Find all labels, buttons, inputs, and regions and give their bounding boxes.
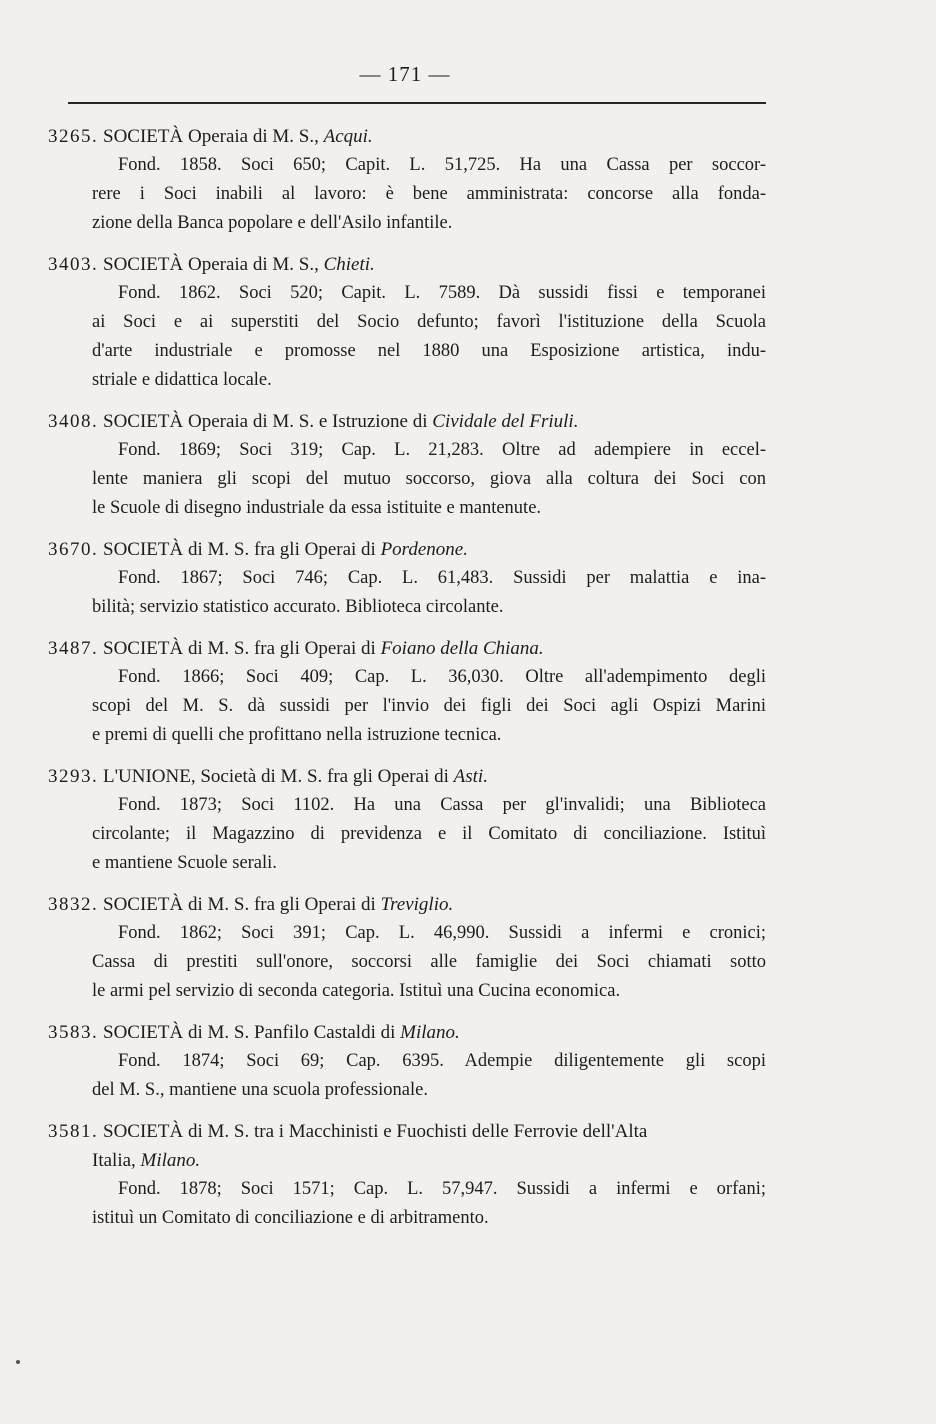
entry — [48, 1018, 766, 1105]
entry-number: 3487. — [48, 638, 99, 659]
page-number: — 171 — — [359, 62, 451, 86]
entry-heading — [48, 762, 766, 791]
entry-line: striale e didattica locale. — [92, 370, 272, 390]
entry-place: Asti. — [453, 766, 488, 787]
entry-line: circolante; il Magazzino di previdenza e il Comitato di conciliazione. Istituì — [92, 824, 766, 844]
entry-line: Fond. 1874; Soci 69; Cap. 6395. Adempie diligentemente gli scopi — [118, 1051, 766, 1071]
entry-line: Fond. 1867; Soci 746; Cap. L. 61,483. Sussidi per malattia e ina- — [118, 568, 766, 588]
entry-organization-cont: Italia, — [92, 1150, 136, 1171]
entry-number: 3832. — [48, 894, 99, 915]
entry-line: bilità; servizio statistico accurato. Biblioteca circolante. — [92, 597, 504, 617]
entry-heading — [48, 1117, 766, 1146]
entry-line: scopi del M. S. dà sussidi per l'invio dei figli dei Soci agli Ospizi Marini — [92, 696, 766, 716]
entry-line: Fond. 1878; Soci 1571; Cap. L. 57,947. Sussidi a infermi e orfani; — [118, 1179, 766, 1199]
entry-line: lente maniera gli scopi del mutuo soccorso, giova alla coltura dei Soci con — [92, 469, 766, 489]
entry-number: 3670. — [48, 539, 99, 560]
entry — [48, 1117, 766, 1233]
entry-number: 3265. — [48, 126, 99, 147]
entry-place: Cividale del Friuli. — [432, 411, 579, 432]
entry-line: del M. S., mantiene una scuola professionale. — [92, 1080, 428, 1100]
entry-line: istituì un Comitato di conciliazione e di arbitramento. — [92, 1208, 489, 1228]
entry-line: Fond. 1866; Soci 409; Cap. L. 36,030. Oltre all'adempimento degli — [118, 667, 766, 687]
entry-heading — [48, 250, 766, 279]
entry-line: le armi pel servizio di seconda categoria. Istituì una Cucina economica. — [92, 981, 621, 1001]
entry-place: Chieti. — [323, 254, 375, 275]
entry-heading — [48, 634, 766, 663]
entry-place: Treviglio. — [380, 894, 454, 915]
entry-heading — [48, 535, 766, 564]
entry-place: Foiano della Chiana. — [380, 638, 544, 659]
entry-body — [92, 919, 766, 1006]
entry-line: e mantiene Scuole serali. — [92, 853, 277, 873]
entry-body — [92, 279, 766, 395]
entry-organization: SOCIETÀ di M. S. Panfilo Castaldi di — [103, 1022, 396, 1043]
entry-organization: SOCIETÀ Operaia di M. S., — [103, 254, 319, 275]
entry-line: Fond. 1869; Soci 319; Cap. L. 21,283. Oltre ad adempiere in eccel- — [118, 440, 766, 460]
entry-organization: SOCIETÀ di M. S. fra gli Operai di — [103, 539, 376, 560]
entry-place: Milano. — [400, 1022, 460, 1043]
entry-number: 3583. — [48, 1022, 99, 1043]
entry-organization: SOCIETÀ di M. S. tra i Macchinisti e Fuochisti delle Ferrovie dell'Alta — [103, 1121, 648, 1142]
entry-body — [92, 791, 766, 878]
entry-line: le Scuole di disegno industriale da essa istituite e mantenute. — [92, 498, 542, 518]
entry-heading-continuation — [48, 1146, 766, 1175]
entry-line: rere i Soci inabili al lavoro: è bene amministrata: concorse alla fonda- — [92, 184, 766, 204]
entry-heading-cont-wrap — [92, 1146, 766, 1175]
entry-heading — [48, 1018, 766, 1047]
entry — [48, 407, 766, 523]
entry-body — [92, 564, 766, 622]
entry-body — [92, 663, 766, 750]
entry-heading — [48, 122, 766, 151]
entry-organization: SOCIETÀ di M. S. fra gli Operai di — [103, 894, 376, 915]
ink-speck — [16, 1360, 20, 1364]
entry-line: Fond. 1862. Soci 520; Capit. L. 7589. Dà sussidi fissi e temporanei — [118, 283, 766, 303]
entry-place: Acqui. — [323, 126, 373, 147]
entry-organization: L'UNIONE, Società di M. S. fra gli Operai di — [103, 766, 449, 787]
entry-line: e premi di quelli che profittano nella istruzione tecnica. — [92, 725, 502, 745]
entry-place: Pordenone. — [380, 539, 468, 560]
entry — [48, 535, 766, 622]
entry-number: 3293. — [48, 766, 99, 787]
header-rule — [68, 102, 766, 104]
entry-number: 3408. — [48, 411, 99, 432]
entry-line: Cassa di prestiti sull'onore, soccorsi alle famiglie dei Soci chiamati sotto — [92, 952, 766, 972]
entry — [48, 122, 766, 238]
entries-list — [48, 122, 766, 1245]
entry-number: 3403. — [48, 254, 99, 275]
entry-line: Fond. 1862; Soci 391; Cap. L. 46,990. Sussidi a infermi e cronici; — [118, 923, 766, 943]
entry-organization: SOCIETÀ Operaia di M. S., — [103, 126, 319, 147]
entry-body — [92, 436, 766, 523]
entry-heading — [48, 407, 766, 436]
entry-organization: SOCIETÀ Operaia di M. S. e Istruzione di — [103, 411, 428, 432]
entry-line: zione della Banca popolare e dell'Asilo infantile. — [92, 213, 453, 233]
entry-line: ai Soci e ai superstiti del Socio defunto; favorì l'istituzione della Scuola — [92, 312, 766, 332]
entry — [48, 890, 766, 1006]
entry-body — [92, 151, 766, 238]
entry-number: 3581. — [48, 1121, 99, 1142]
entry — [48, 250, 766, 395]
entry-body — [92, 1047, 766, 1105]
entry-place: Milano. — [140, 1150, 201, 1171]
entry-line: Fond. 1858. Soci 650; Capit. L. 51,725. Ha una Cassa per soccor- — [118, 155, 766, 175]
entry-body — [92, 1175, 766, 1233]
entry-organization: SOCIETÀ di M. S. fra gli Operai di — [103, 638, 376, 659]
entry — [48, 762, 766, 878]
entry-line: d'arte industriale e promosse nel 1880 una Esposizione artistica, indu- — [92, 341, 766, 361]
entry-line: Fond. 1873; Soci 1102. Ha una Cassa per gl'invalidi; una Biblioteca — [118, 795, 766, 815]
entry-heading — [48, 890, 766, 919]
entry — [48, 634, 766, 750]
